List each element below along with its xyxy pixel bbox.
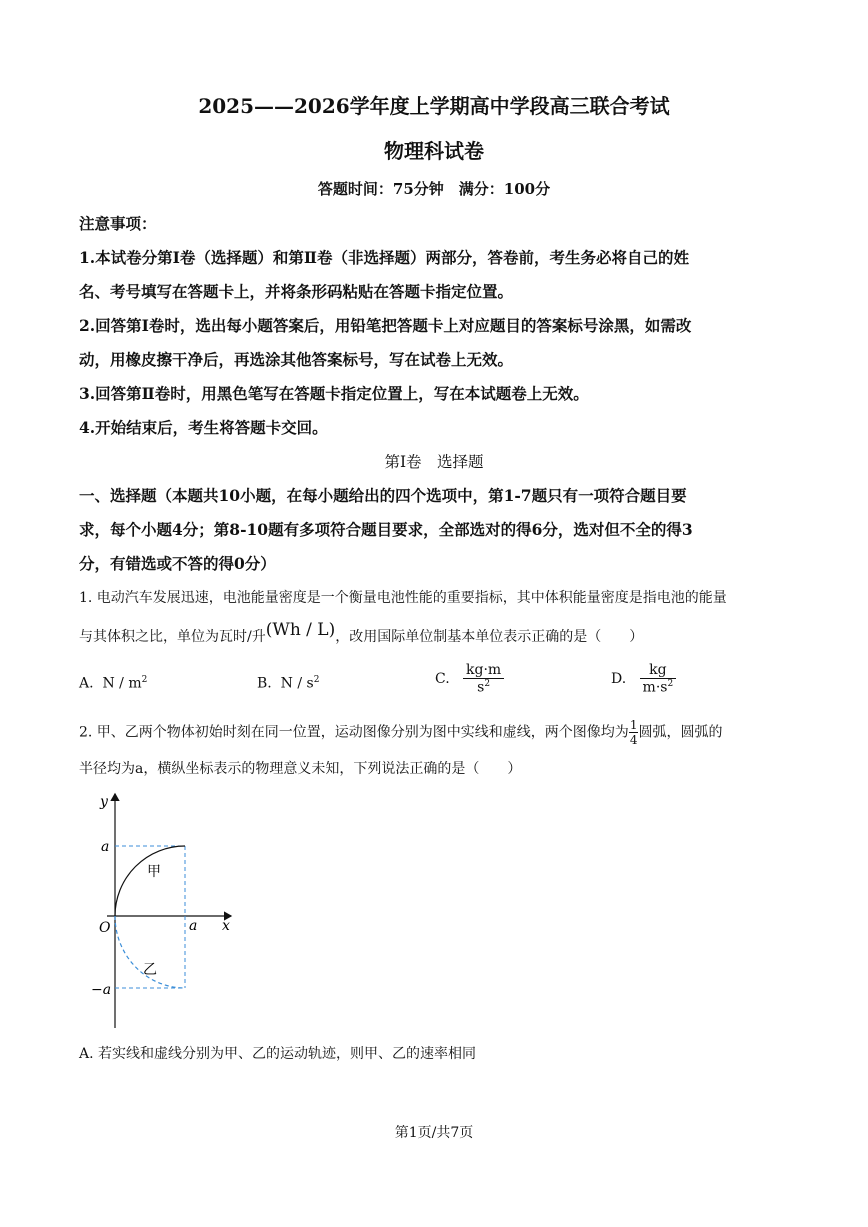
jia-label: 甲: [147, 864, 161, 880]
section-title: 第Ⅰ卷 选择题: [384, 453, 484, 471]
q1-line2: [79, 620, 799, 647]
q1-line2-post: ，改用国际单位制基本单位表示正确的是（ ）: [335, 629, 644, 645]
y-bottom-tick-label: −a: [91, 982, 112, 998]
q1-unit: (Wh / L): [265, 620, 336, 640]
note-3: 3.回答第Ⅱ卷时，用黑色笔写在答题卡指定位置上，写在本试题卷上无效。: [79, 384, 589, 403]
q1-option-d: [611, 662, 676, 696]
q1-option-d-den-exp: 2: [667, 679, 674, 689]
note-2a: 2.回答第Ⅰ卷时，选出每小题答案后，用铅笔把答题卡上对应题目的答案标号涂黑，如需改: [79, 316, 692, 335]
q1-option-c-label: C.: [435, 670, 450, 687]
q2-line2: 半径均为a，横纵坐标表示的物理意义未知，下列说法正确的是（ ）: [79, 761, 522, 777]
solid-arc-jia: [115, 846, 185, 916]
section-intro-c: 分，有错选或不答的得0分）: [79, 554, 276, 573]
q1-line2-pre: 与其体积之比，单位为瓦时/升: [79, 629, 266, 645]
x-axis-label: x: [222, 918, 230, 934]
exam-meta: 答题时间：75分钟 满分：100分: [317, 180, 551, 198]
note-1a: 1.本试卷分第Ⅰ卷（选择题）和第Ⅱ卷（非选择题）两部分，答卷前，考生务必将自己的姓: [79, 248, 689, 267]
q2-frac-den: 4: [629, 733, 638, 747]
note-4: 4.开始结束后，考生将答题卡交回。: [79, 418, 328, 437]
section-intro-a: 一、选择题（本题共10小题，在每小题给出的四个选项中，第1-7题只有一项符合题目要: [79, 486, 687, 505]
q1-option-c: [435, 662, 504, 696]
yi-label: 乙: [143, 962, 157, 978]
q1-option-d-den: [640, 679, 677, 696]
q1-option-b-label: B.: [257, 675, 272, 692]
q1-option-c-den: [463, 679, 504, 696]
exam-title: 2025——2026学年度上学期高中学段高三联合考试: [198, 94, 670, 118]
q1-option-c-num: kg·m: [463, 662, 504, 679]
q2-line1-post: 圆弧，圆弧的: [638, 724, 723, 741]
q1-option-b-exp: 2: [313, 675, 320, 685]
origin-label: O: [99, 920, 111, 936]
y-top-tick-label: a: [101, 839, 110, 855]
q1-option-b: [257, 675, 319, 692]
page-footer: 第1页/共7页: [394, 1125, 474, 1141]
q2-option-a: A. 若实线和虚线分别为甲、乙的运动轨迹，则甲、乙的速率相同: [79, 1046, 477, 1062]
section-intro-b: 求，每个小题4分；第8-10题有多项符合题目要求，全部选对的得6分，选对但不全的得3: [79, 520, 693, 539]
q1-line1: 1. 电动汽车发展迅速，电池能量密度是一个衡量电池性能的重要指标，其中体积能量密度是指电池的能量: [79, 590, 727, 606]
q1-option-a-base: N / m: [102, 675, 142, 692]
notes-heading: 注意事项：: [79, 214, 157, 233]
q2-line1-pre: 2. 甲、乙两个物体初始时刻在同一位置，运动图像分别为图中实线和虚线，两个图像均为: [79, 724, 629, 741]
q2-line1: [79, 718, 799, 747]
q1-option-d-fraction: [640, 662, 677, 696]
q1-option-d-label: D.: [611, 670, 627, 687]
note-2b: 动，用橡皮擦干净后，再选涂其他答案标号，写在试卷上无效。: [79, 350, 514, 369]
q1-option-a-label: A.: [79, 675, 94, 692]
q2-motion-graph: [85, 788, 255, 1033]
q2-frac-num: 1: [629, 718, 638, 732]
y-axis-label: y: [100, 794, 108, 810]
q1-option-d-num: kg: [640, 662, 677, 679]
q1-option-b-base: N / s: [280, 675, 314, 692]
x-tick-label: a: [189, 918, 198, 934]
note-1b: 名、考号填写在答题卡上，并将条形码粘贴在答题卡指定位置。: [79, 282, 514, 301]
q2-quarter-fraction: [629, 718, 639, 747]
q1-option-d-den-base: m·s: [642, 679, 668, 696]
q1-option-c-fraction: [463, 662, 504, 696]
q1-option-a: [79, 675, 147, 692]
q1-option-c-den-exp: 2: [484, 679, 491, 689]
q1-option-c-den-base: s: [477, 679, 485, 696]
q1-option-a-exp: 2: [141, 675, 148, 685]
subject-title: 物理科试卷: [384, 139, 484, 163]
